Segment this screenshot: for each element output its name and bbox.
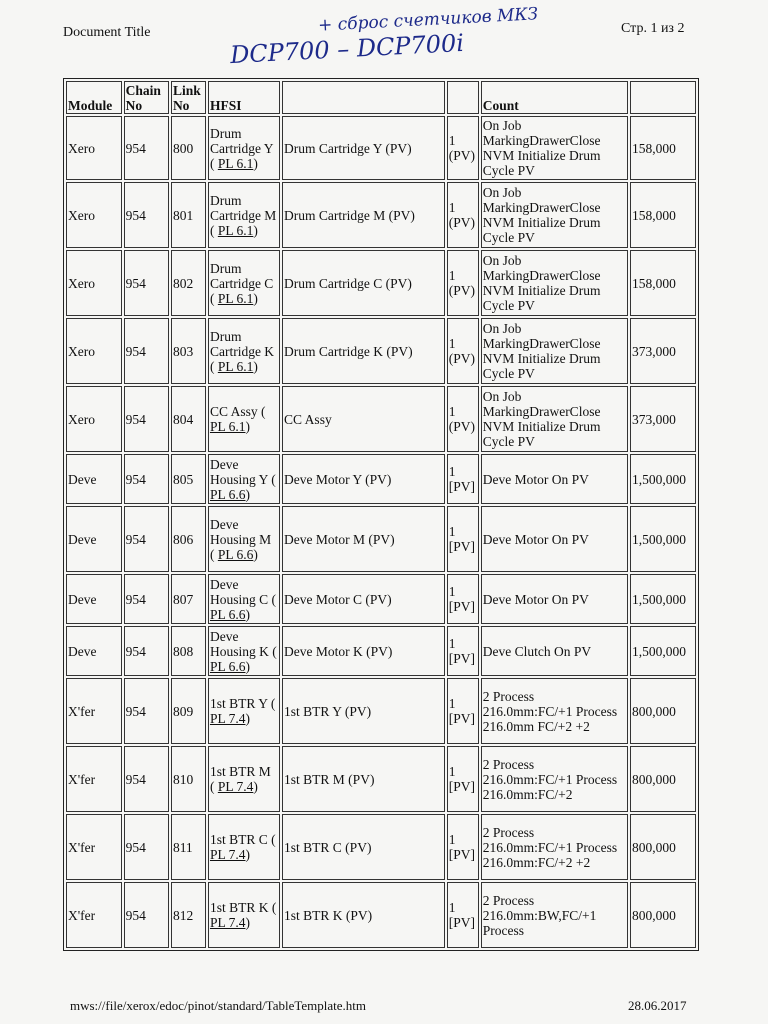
cell-chain: 954 bbox=[124, 746, 169, 812]
cell-count: 2 Process 216.0mm:FC/+1 Process 216.0mm:FC/+2 bbox=[481, 746, 628, 812]
cell-unit: 1 [PV] bbox=[447, 454, 479, 504]
cell-module: Xero bbox=[66, 116, 122, 180]
table-row bbox=[66, 574, 696, 624]
cell-module: X'fer bbox=[66, 678, 122, 744]
parts-list-link[interactable]: PL 6.1 bbox=[217, 222, 254, 238]
cell-hfsi bbox=[208, 746, 280, 812]
hfsi-label: Drum Cartridge Y ( bbox=[209, 125, 274, 171]
cell-chain: 954 bbox=[124, 250, 169, 316]
cell-name: 1st BTR K (PV) bbox=[282, 882, 445, 948]
cell-name: 1st BTR C (PV) bbox=[282, 814, 445, 880]
cell-unit: 1 [PV] bbox=[447, 814, 479, 880]
table-row bbox=[66, 318, 696, 384]
hfsi-label-tail: ) bbox=[245, 419, 250, 434]
cell-chain: 954 bbox=[124, 678, 169, 744]
cell-module: Deve bbox=[66, 506, 122, 572]
hfsi-label-tail: ) bbox=[245, 847, 250, 862]
cell-chain: 954 bbox=[124, 454, 169, 504]
table-row bbox=[66, 116, 696, 180]
cell-module: X'fer bbox=[66, 882, 122, 948]
cell-hfsi bbox=[208, 250, 280, 316]
cell-link: 807 bbox=[171, 574, 206, 624]
cell-count: Deve Motor On PV bbox=[481, 454, 628, 504]
parts-list-link[interactable]: PL 6.6 bbox=[217, 546, 254, 562]
cell-chain: 954 bbox=[124, 626, 169, 676]
cell-link: 804 bbox=[171, 386, 206, 452]
hfsi-label: Drum Cartridge C ( bbox=[209, 260, 274, 306]
table-row bbox=[66, 746, 696, 812]
cell-module: Deve bbox=[66, 574, 122, 624]
cell-name: Drum Cartridge M (PV) bbox=[282, 182, 445, 248]
column-header-name bbox=[282, 81, 445, 114]
hfsi-label: 1st BTR C ( bbox=[209, 832, 276, 847]
cell-module: Xero bbox=[66, 182, 122, 248]
column-header-link: Link No bbox=[171, 81, 206, 114]
hfsi-label: Drum Cartridge M ( bbox=[209, 192, 277, 238]
cell-module: Deve bbox=[66, 626, 122, 676]
cell-count: Deve Clutch On PV bbox=[481, 626, 628, 676]
cell-count: 2 Process 216.0mm:FC/+1 Process 216.0mm FC/+2 +2 bbox=[481, 678, 628, 744]
cell-count: Deve Motor On PV bbox=[481, 506, 628, 572]
cell-name: CC Assy bbox=[282, 386, 445, 452]
cell-count: Deve Motor On PV bbox=[481, 574, 628, 624]
cell-unit: 1 [PV] bbox=[447, 574, 479, 624]
hfsi-label-tail: ) bbox=[245, 658, 250, 674]
cell-module: Deve bbox=[66, 454, 122, 504]
cell-unit: 1 [PV] bbox=[447, 746, 479, 812]
cell-limit: 800,000 bbox=[630, 746, 696, 812]
parts-list-link[interactable]: PL 6.1 bbox=[217, 358, 254, 374]
page-number: Стр. 1 из 2 bbox=[621, 21, 685, 36]
cell-name: Drum Cartridge K (PV) bbox=[282, 318, 445, 384]
cell-limit: 373,000 bbox=[630, 386, 696, 452]
hfsi-label: Drum Cartridge K ( bbox=[209, 328, 275, 374]
cell-count: On Job MarkingDrawerClose NVM Initialize Drum Cycle PV bbox=[481, 386, 628, 452]
table-row bbox=[66, 626, 696, 676]
parts-list-link[interactable]: PL 6.6 bbox=[209, 658, 246, 674]
cell-hfsi bbox=[208, 318, 280, 384]
cell-module: X'fer bbox=[66, 814, 122, 880]
cell-chain: 954 bbox=[124, 116, 169, 180]
cell-module: X'fer bbox=[66, 746, 122, 812]
parts-list-link[interactable]: PL 7.4 bbox=[209, 711, 246, 726]
hfsi-label-tail: ) bbox=[253, 222, 258, 238]
cell-limit: 1,500,000 bbox=[630, 626, 696, 676]
footer-url: mws://file/xerox/edoc/pinot/standard/TableTemplate.htm bbox=[70, 998, 367, 1013]
cell-hfsi bbox=[208, 574, 280, 624]
cell-count: 2 Process 216.0mm:FC/+1 Process 216.0mm:FC/+2 +2 bbox=[481, 814, 628, 880]
table-row bbox=[66, 814, 696, 880]
cell-chain: 954 bbox=[124, 182, 169, 248]
cell-limit: 158,000 bbox=[630, 182, 696, 248]
cell-link: 812 bbox=[171, 882, 206, 948]
cell-link: 809 bbox=[171, 678, 206, 744]
cell-limit: 800,000 bbox=[630, 814, 696, 880]
cell-count: 2 Process 216.0mm:BW,FC/+1 Process bbox=[481, 882, 628, 948]
parts-list-link[interactable]: PL 6.1 bbox=[217, 155, 254, 171]
cell-hfsi bbox=[208, 678, 280, 744]
hfsi-label: Deve Housing K ( bbox=[209, 628, 277, 659]
table-header-row bbox=[66, 81, 696, 114]
cell-count: On Job MarkingDrawerClose NVM Initialize Drum Cycle PV bbox=[481, 318, 628, 384]
parts-list-link[interactable]: PL 7.4 bbox=[209, 847, 246, 862]
column-header-unit bbox=[447, 81, 479, 114]
hfsi-label-tail: ) bbox=[245, 486, 250, 502]
hfsi-label-tail: ) bbox=[253, 546, 258, 562]
hfsi-label: CC Assy ( bbox=[209, 404, 266, 419]
cell-name: Drum Cartridge C (PV) bbox=[282, 250, 445, 316]
cell-unit: 1 (PV) bbox=[447, 182, 479, 248]
column-header-limit bbox=[630, 81, 696, 114]
table-row bbox=[66, 678, 696, 744]
cell-unit: 1 [PV] bbox=[447, 626, 479, 676]
cell-module: Xero bbox=[66, 318, 122, 384]
footer-date: 28.06.2017 bbox=[628, 998, 687, 1013]
cell-unit: 1 [PV] bbox=[447, 678, 479, 744]
handwritten-note-2: DCP700 – DCP700i bbox=[229, 28, 465, 70]
cell-limit: 1,500,000 bbox=[630, 574, 696, 624]
cell-name: 1st BTR M (PV) bbox=[282, 746, 445, 812]
handwritten-note-1: + сброс счетчиков МКЗ bbox=[317, 4, 539, 36]
cell-unit: 1 (PV) bbox=[447, 386, 479, 452]
cell-chain: 954 bbox=[124, 318, 169, 384]
table-row bbox=[66, 250, 696, 316]
cell-link: 803 bbox=[171, 318, 206, 384]
table-row bbox=[66, 182, 696, 248]
hfsi-label: Deve Housing C ( bbox=[209, 576, 276, 607]
cell-chain: 954 bbox=[124, 506, 169, 572]
cell-hfsi bbox=[208, 454, 280, 504]
hfsi-label-tail: ) bbox=[253, 779, 258, 794]
cell-unit: 1 (PV) bbox=[447, 116, 479, 180]
cell-unit: 1 [PV] bbox=[447, 882, 479, 948]
cell-hfsi bbox=[208, 182, 280, 248]
cell-chain: 954 bbox=[124, 882, 169, 948]
table-row bbox=[66, 506, 696, 572]
table-row bbox=[66, 882, 696, 948]
cell-limit: 373,000 bbox=[630, 318, 696, 384]
cell-hfsi bbox=[208, 116, 280, 180]
cell-name: Drum Cartridge Y (PV) bbox=[282, 116, 445, 180]
cell-module: Xero bbox=[66, 386, 122, 452]
hfsi-table-container bbox=[63, 78, 699, 960]
hfsi-label-tail: ) bbox=[253, 290, 258, 306]
parts-list-link[interactable]: PL 6.6 bbox=[209, 486, 246, 502]
hfsi-label: 1st BTR Y ( bbox=[209, 696, 276, 711]
cell-limit: 158,000 bbox=[630, 116, 696, 180]
parts-list-link[interactable]: PL 6.1 bbox=[209, 419, 246, 434]
cell-limit: 800,000 bbox=[630, 678, 696, 744]
parts-list-link[interactable]: PL 7.4 bbox=[217, 779, 254, 794]
cell-hfsi bbox=[208, 882, 280, 948]
hfsi-label: Deve Housing Y ( bbox=[209, 456, 276, 487]
cell-limit: 1,500,000 bbox=[630, 506, 696, 572]
column-header-chain: Chain No bbox=[124, 81, 169, 114]
cell-count: On Job MarkingDrawerClose NVM Initialize Drum Cycle PV bbox=[481, 250, 628, 316]
hfsi-label-tail: ) bbox=[253, 358, 258, 374]
cell-count: On Job MarkingDrawerClose NVM Initialize Drum Cycle PV bbox=[481, 182, 628, 248]
cell-unit: 1 [PV] bbox=[447, 506, 479, 572]
cell-chain: 954 bbox=[124, 386, 169, 452]
page-header bbox=[0, 0, 768, 80]
column-header-count: Count bbox=[481, 81, 628, 114]
cell-link: 811 bbox=[171, 814, 206, 880]
cell-link: 810 bbox=[171, 746, 206, 812]
cell-unit: 1 (PV) bbox=[447, 250, 479, 316]
cell-unit: 1 (PV) bbox=[447, 318, 479, 384]
table-row bbox=[66, 454, 696, 504]
table-row bbox=[66, 386, 696, 452]
cell-name: 1st BTR Y (PV) bbox=[282, 678, 445, 744]
hfsi-label-tail: ) bbox=[245, 606, 250, 622]
cell-link: 800 bbox=[171, 116, 206, 180]
cell-link: 805 bbox=[171, 454, 206, 504]
cell-name: Deve Motor Y (PV) bbox=[282, 454, 445, 504]
cell-limit: 800,000 bbox=[630, 882, 696, 948]
cell-hfsi bbox=[208, 386, 280, 452]
hfsi-label: 1st BTR K ( bbox=[209, 900, 277, 915]
document-title: Document Title bbox=[63, 25, 151, 40]
hfsi-label-tail: ) bbox=[253, 155, 258, 171]
cell-name: Deve Motor C (PV) bbox=[282, 574, 445, 624]
hfsi-label-tail: ) bbox=[245, 915, 250, 930]
parts-list-link[interactable]: PL 6.1 bbox=[217, 290, 254, 306]
cell-chain: 954 bbox=[124, 814, 169, 880]
cell-hfsi bbox=[208, 814, 280, 880]
cell-link: 808 bbox=[171, 626, 206, 676]
cell-limit: 158,000 bbox=[630, 250, 696, 316]
cell-name: Deve Motor M (PV) bbox=[282, 506, 445, 572]
cell-module: Xero bbox=[66, 250, 122, 316]
cell-name: Deve Motor K (PV) bbox=[282, 626, 445, 676]
hfsi-table bbox=[63, 78, 699, 951]
parts-list-link[interactable]: PL 7.4 bbox=[209, 915, 246, 930]
column-header-module: Module bbox=[66, 81, 122, 114]
cell-hfsi bbox=[208, 626, 280, 676]
cell-chain: 954 bbox=[124, 574, 169, 624]
cell-link: 806 bbox=[171, 506, 206, 572]
hfsi-label-tail: ) bbox=[245, 711, 250, 726]
hfsi-label: 1st BTR M ( bbox=[209, 764, 271, 794]
cell-link: 801 bbox=[171, 182, 206, 248]
cell-link: 802 bbox=[171, 250, 206, 316]
parts-list-link[interactable]: PL 6.6 bbox=[209, 606, 246, 622]
column-header-hfsi: HFSI bbox=[208, 81, 280, 114]
cell-limit: 1,500,000 bbox=[630, 454, 696, 504]
table-body bbox=[66, 116, 696, 948]
cell-hfsi bbox=[208, 506, 280, 572]
cell-count: On Job MarkingDrawerClose NVM Initialize Drum Cycle PV bbox=[481, 116, 628, 180]
hfsi-label: Deve Housing M ( bbox=[209, 516, 272, 562]
